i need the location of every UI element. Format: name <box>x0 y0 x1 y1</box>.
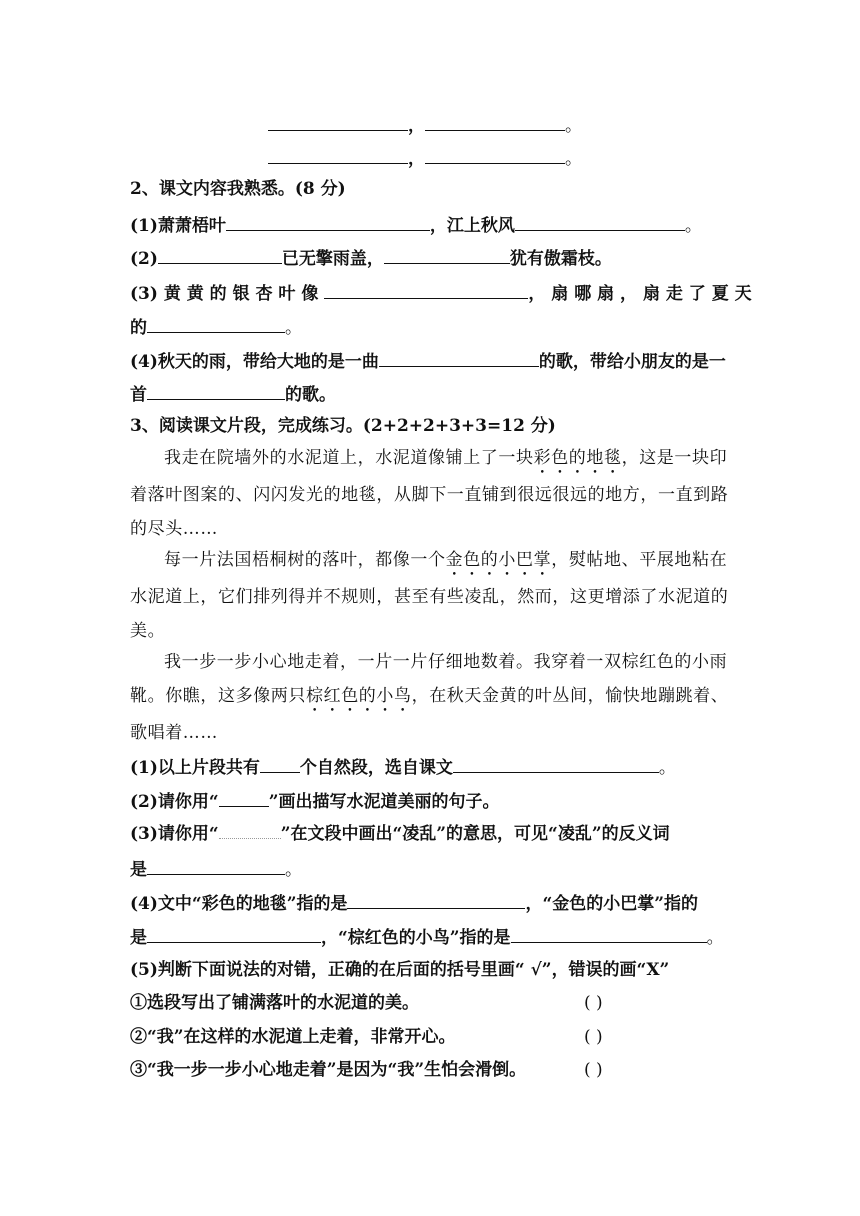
answer-blank[interactable] <box>226 212 430 231</box>
q2-item-3-cont <box>130 314 302 340</box>
reading-paragraph-1 <box>130 441 730 546</box>
item-text: ， 扇 哪 扇 ， 扇 走 了 夏 天 <box>528 284 752 304</box>
answer-blank[interactable] <box>515 212 685 231</box>
answer-blank[interactable] <box>260 754 300 773</box>
q2-item-2 <box>130 245 612 271</box>
answer-blank[interactable] <box>453 754 659 773</box>
answer-blank[interactable] <box>511 924 707 943</box>
item-text: (3) 黄 黄 的 银 杏 叶 像 <box>130 284 319 304</box>
answer-blank[interactable] <box>379 348 539 367</box>
period: 。 <box>658 758 676 778</box>
period: 。 <box>684 216 702 236</box>
item-text: (1)萧萧梧叶 <box>130 216 226 236</box>
judge-answer-3[interactable]: ( ) <box>584 1060 603 1080</box>
reading-paragraph-2 <box>130 543 730 648</box>
dotted-phrase: 金色的小巴掌 <box>445 550 552 570</box>
answer-blank[interactable] <box>384 245 510 264</box>
q2-heading: 2、课文内容我熟悉。(8 分) <box>130 179 346 199</box>
item-text: 是 <box>130 860 147 880</box>
judge-item-2: ②“我”在这样的水泥道上走着，非常开心。 <box>130 1027 456 1047</box>
item-text: ，“金色的小巴掌”指的 <box>525 894 699 914</box>
q3-sub-4-cont <box>130 924 724 950</box>
top-blank-row-1 <box>268 112 582 138</box>
item-text: (4)文中“彩色的地毯”指的是 <box>130 894 348 914</box>
wavy-underline-sample <box>219 822 281 839</box>
answer-blank[interactable] <box>425 145 565 164</box>
item-text: 是 <box>130 928 147 948</box>
answer-blank[interactable] <box>147 314 285 333</box>
q3-sub-5: (5)判断下面说法的对错，正确的在后面的括号里画“ √”，错误的画“X” <box>130 960 670 980</box>
underline-sample <box>219 788 269 807</box>
period: 。 <box>565 149 582 169</box>
answer-blank[interactable] <box>268 145 408 164</box>
answer-blank[interactable] <box>347 890 525 909</box>
dotted-phrase: 棕红色的小鸟 <box>306 686 412 706</box>
judge-item-1: ①选段写出了铺满落叶的水泥道的美。 <box>130 993 419 1013</box>
q3-sub-3-cont <box>130 856 302 882</box>
separator: ， <box>408 149 425 169</box>
answer-blank[interactable] <box>324 280 528 299</box>
item-text: ”画出描写水泥道美丽的句子。 <box>268 792 500 812</box>
answer-blank[interactable] <box>425 112 565 131</box>
passage-text: 每一片法国梧桐树的落叶，都像一个 <box>164 550 446 570</box>
judge-answer-1[interactable]: ( ) <box>584 993 603 1013</box>
q3-sub-1 <box>130 754 676 780</box>
answer-blank[interactable] <box>147 856 285 875</box>
item-text: 的歌，带给小朋友的是一 <box>538 352 726 372</box>
dotted-phrase: 彩色的地毯 <box>533 448 622 468</box>
period: 。 <box>565 116 582 136</box>
separator: ， <box>408 116 425 136</box>
q3-sub-4 <box>130 890 698 916</box>
item-text: 的歌。 <box>285 385 336 405</box>
passage-text: 我一步一步小心地走着，一片一片仔细地数着。我穿着一双棕红色的小雨靴。你瞧，这多像两只 <box>130 652 728 706</box>
q3-sub-2 <box>130 788 499 814</box>
item-text: (1)以上片段共有 <box>130 758 260 778</box>
q3-sub-3 <box>130 822 670 846</box>
item-text: (2)请你用“ <box>130 792 219 812</box>
period: 。 <box>285 860 302 880</box>
item-text: (2) <box>130 249 158 269</box>
answer-blank[interactable] <box>147 924 321 943</box>
item-text: 犹有傲霜枝。 <box>509 249 612 269</box>
item-text: 已无擎雨盖， <box>281 249 384 269</box>
item-text: ，“棕红色的小鸟”指的是 <box>321 928 511 948</box>
passage-text: ，这是一块印着落叶图案的、闪闪发光的地毯，从脚下一直铺到很远很远的地方，一直到路的尽头…… <box>130 448 729 539</box>
period: 。 <box>285 318 302 338</box>
top-blank-row-2 <box>268 145 582 171</box>
judge-item-3: ③“我一步一步小心地走着”是因为“我”生怕会滑倒。 <box>130 1060 527 1080</box>
q2-item-3 <box>130 280 752 306</box>
q2-item-4-cont <box>130 381 336 407</box>
item-text: (4)秋天的雨，带给大地的是一曲 <box>130 352 379 372</box>
item-text: ”在文段中画出“凌乱”的意思，可见“凌乱”的反义词 <box>280 824 670 844</box>
answer-blank[interactable] <box>147 381 285 400</box>
answer-blank[interactable] <box>268 112 408 131</box>
item-text: ，江上秋风 <box>429 216 515 236</box>
item-text: 的 <box>130 318 147 338</box>
answer-blank[interactable] <box>158 245 282 264</box>
q3-heading: 3、阅读课文片段，完成练习。(2+2+2+3+3=12 分) <box>130 416 556 436</box>
q2-item-1 <box>130 212 702 238</box>
judge-answer-2[interactable]: ( ) <box>584 1027 603 1047</box>
item-text: (3)请你用“ <box>130 824 219 844</box>
passage-text: ，熨帖地、平展地粘在水泥道上，它们排列得并不规则，甚至有些凌乱，然而，这更增添了水泥道的美。 <box>130 550 729 641</box>
passage-text: 我走在院墙外的水泥道上，水泥道像铺上了一块 <box>164 448 534 468</box>
passage-text: ，在秋天金黄的叶丛间，愉快地蹦跳着、歌唱着…… <box>130 686 729 743</box>
reading-paragraph-3 <box>130 645 730 750</box>
item-text: 个自然段，选自课文 <box>299 758 453 778</box>
period: 。 <box>706 928 724 948</box>
item-text: 首 <box>130 385 147 405</box>
q2-item-4 <box>130 348 726 374</box>
